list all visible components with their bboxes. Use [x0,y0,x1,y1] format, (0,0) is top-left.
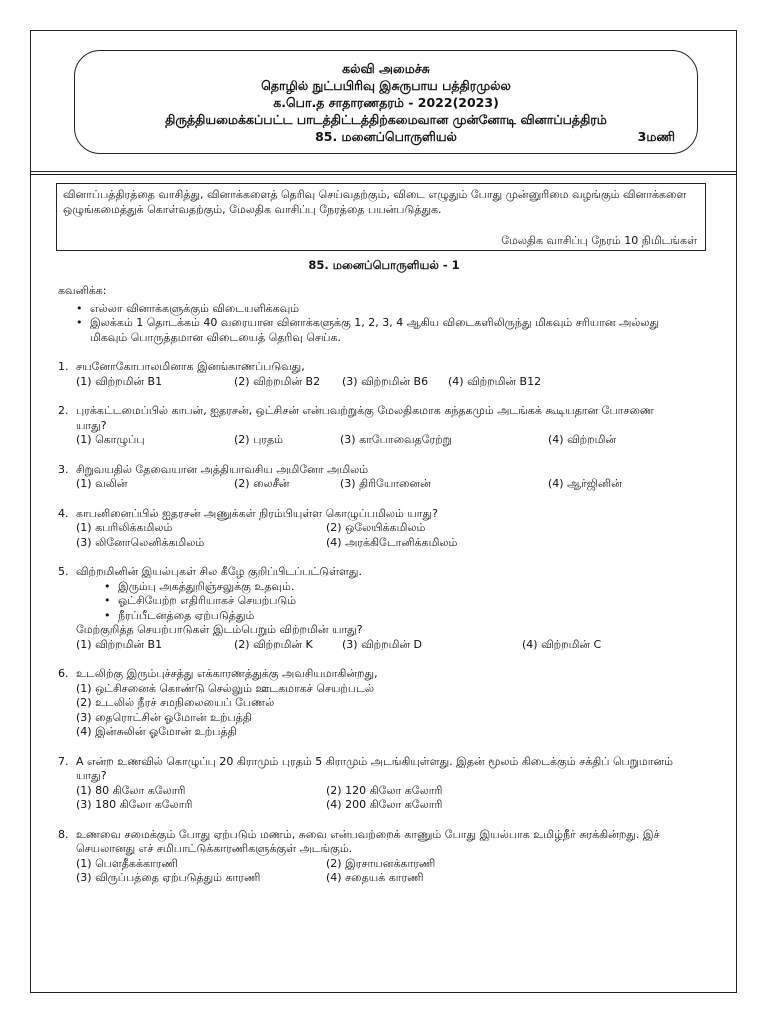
question-5 [58,565,718,652]
option: (3) 180 கிலோ கலோரி [76,798,193,811]
option: (1) ஒட்சிசனைக் கொண்டு செல்லும் ஊடகமாகச் செயற்படல் [76,681,374,695]
option: (2) விற்றமின் K [234,637,313,651]
options [76,433,678,448]
option: (2) புரதம் [234,433,283,446]
option: (4) இன்சுலின் ஓமோன் உற்பத்தி [76,725,237,738]
option: (1) கொழுப்பு [76,433,145,446]
subject-title: 85. மனைப்பொருளியல் [315,129,457,144]
note-item: • இலக்கம் 1 தொடக்கம் 40 வரையான வினாக்களுக்கு 1, 2, 3, 4 ஆகிய விடைகளிலிருந்து மிகவும் சரியான அல்லது மிகவும் பொருத்தமான விடையைத் தெரிவு செய்க. [58,316,718,345]
option: (1) பௌதீகக்காரணி [76,856,178,870]
question-number: 2. [58,404,69,417]
option: (3) தைரொட்சின் ஓமோன் உற்பத்தி [76,710,252,724]
property-point: • இரும்பு அகத்துறிஞ்சலுக்கு உதவும். [58,580,718,595]
option: (1) விற்றமின் B1 [76,637,163,651]
question-1 [58,360,718,389]
question-text: உணவை சமைக்கும் போது ஏற்படும் மணம், சுவை என்பவற்றைக் காணும் போது இயல்பாக உமிழ்நீர் சுரக்கின்றது. இச் செயலானது எச் சமிபாட்டுக்காரணிகளுக்குள் அடங்கும். [76,827,660,855]
question-followup: மேற்குறித்த செயற்பாடுகள் இடம்பெறும் விற்றமின் யாது? [76,623,363,636]
question-number: 1. [58,360,69,373]
option: (1) 80 கிலோ கலோரி [76,783,186,797]
instructions-text: வினாப்பத்திரத்தை வாசித்து, வினாக்களைத் தெரிவு செய்வதற்கும், விடை எழுதும் போது முன்னுரிமை வழங்கும் வினாக்களை ஒழுங்கமைத்துக் கொள்வதற்கும், மேலதிக வாசிப்பு நேரத்தை பயன்படுத்துக. [63,188,687,216]
question-text: விற்றமினின் இயல்புகள் சில கீழே குறிப்பிடப்பட்டுள்ளது. [76,565,362,578]
question-number: 4. [58,506,69,520]
question-number: 7. [58,754,69,768]
question-number: 6. [58,667,69,680]
question-number: 8. [58,827,69,841]
header-divider-2 [30,174,737,175]
notes-heading: கவனிக்க: [58,284,107,297]
option: (1) கபரிலிக்கமிலம் [76,521,173,534]
property-point: • நீரப்பீடனத்தை ஏற்படுத்தும் [58,609,718,624]
option: (3) லினோலெனிக்கமிலம் [76,535,205,549]
question-7 [58,755,718,813]
option: (2) உடலில் நீரச் சமநிலையைப் பேணல் [76,696,275,709]
paper-header [74,50,698,154]
question-4 [58,507,718,551]
option: (3) விற்றமின் D [342,637,423,651]
question-6 [58,667,718,740]
options [76,375,718,390]
question-text: சயனோகோபாலமினாக இனங்காணப்படுவது, [76,360,305,373]
question-text: காபனினைப்பில் ஐதரசன் அணுக்கள் நிரம்பியுள்ள கொழுப்பமிலம் யாது? [76,506,438,520]
option: (4) விற்றமின் [548,433,617,446]
paper-type: திருத்தியமைக்கப்பட்ட பாடத்திட்டத்திற்கமைவான முன்னோடி வினாப்பத்திரம் [165,112,607,127]
question-3 [58,463,718,492]
question-text: A என்ற உணவில் கொழுப்பு 20 கிராமும் புரதம் 5 கிராமும் அடங்கியுள்ளது. இதன் மூலம் கிடைக்கும் சக்திப் பெறுமானம் யாது? [76,754,674,782]
option: (1) வலின் [76,477,128,490]
instructions-box [56,183,706,251]
question-text: சிறுவயதில் தேவையான அத்தியாவசிய அமினோ அமிலம் [76,462,369,476]
question-number: 5. [58,565,69,578]
option: (4) ஆர்ஜினின் [548,477,622,490]
header-divider [30,171,737,172]
option: (4) அரக்கிடோனிக்கமிலம் [326,535,458,549]
section-title: 85. மனைப்பொருளியல் - 1 [308,258,460,272]
question-content [58,284,718,886]
option: (2) 120 கிலோ கலோரி [326,783,443,797]
option: (4) 200 கிலோ கலோரி [326,798,443,811]
options [76,857,678,886]
duration: 3மணி [637,129,675,144]
option: (1) விற்றமின் B1 [76,374,163,388]
option: (3) காபோவைதரேற்று [340,433,452,446]
options [76,477,718,492]
question-text: புரக்கட்டமைப்பில் காபன், ஐதரசன், ஒட்சிசன் என்பவற்றுக்கு மேலதிகமாக கந்தகமும் அடங்கக் கூடியதான போசணை யாது? [76,404,654,432]
option: (4) விற்றமின் B12 [448,374,542,388]
ministry-title: கல்வி அமைச்சு [342,61,430,76]
question-text: உடலிற்கு இரும்புச்சத்து எக்காரணத்துக்கு அவசியமாகின்றது, [76,667,378,680]
option: (3) விற்றமின் B6 [342,374,429,388]
option: (2) லைசீன் [234,477,290,490]
note-item: • எல்லா வினாக்களுக்கும் விடையளிக்கவும் [58,302,718,317]
question-8 [58,828,718,886]
question-number: 3. [58,462,69,476]
exam-title: க.பொ.த சாதாரணதரம் - 2022(2023) [273,95,499,110]
option: (4) சதையக் காரணி [326,871,424,884]
option: (3) திரியோனைன் [340,477,431,490]
option: (2) ஒலேயிக்கமிலம் [326,521,426,534]
option: (2) இரசாயனக்காரணி [326,856,436,870]
institute-name: தொழில் நுட்பபிரிவு இசுருபாய பத்திரமுல்ல [261,78,511,93]
option: (4) விற்றமின் C [522,637,602,651]
options [76,521,718,550]
options [76,638,718,653]
question-2 [58,404,718,448]
options [76,784,678,813]
option: (3) விருப்பத்தை ஏற்படுத்தும் காரணி [76,871,261,884]
option: (2) விற்றமின் B2 [234,374,321,388]
property-point: • ஓட்சியேற்ற எதிரியாகச் செயற்படும் [58,594,718,609]
reading-time: மேலதிக வாசிப்பு நேரம் 10 நிமிடங்கள் [501,234,697,247]
